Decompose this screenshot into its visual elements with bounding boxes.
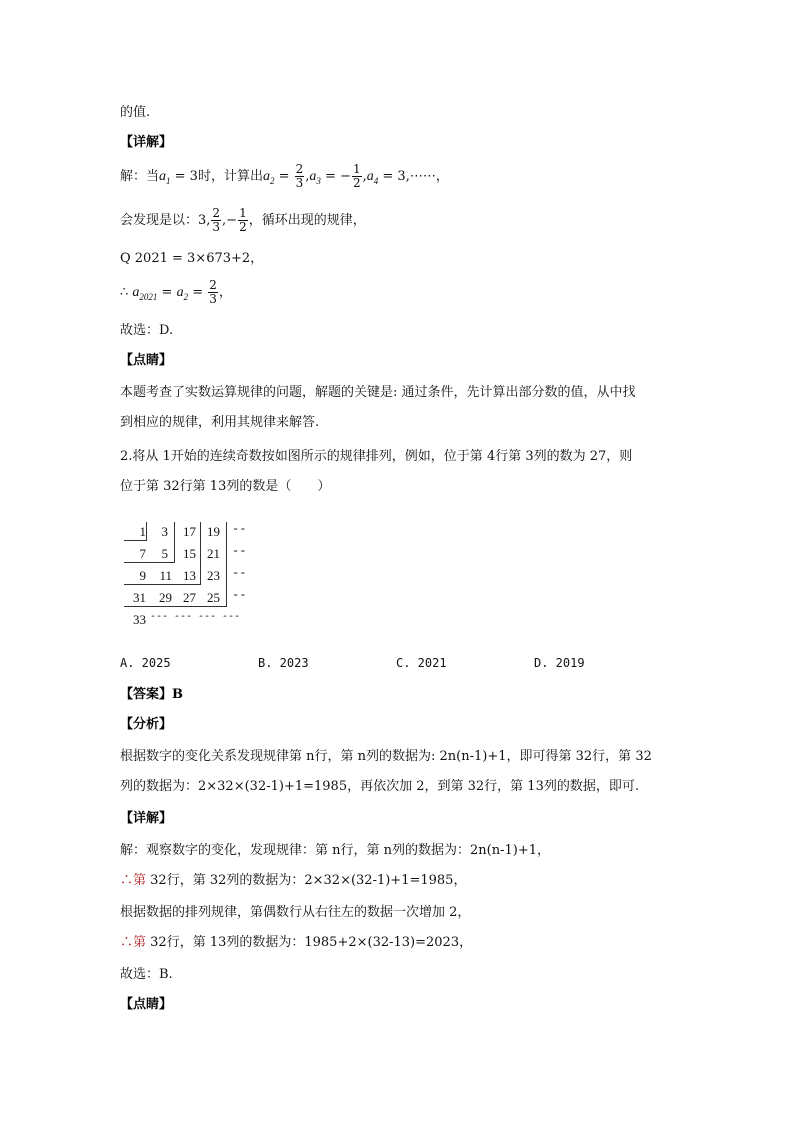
solution-line-1: 解：当$a_1 = 3$时，计算出$a_2$ = $\frac{2}{3}$ $,a_3$ = − $\frac{1}{2}$ $,a_4$ = 3,⋯⋯，: [120, 162, 449, 190]
grid-divider: [124, 562, 174, 563]
grid-cell: 31: [133, 590, 146, 605]
grid-cell: 27: [183, 590, 196, 605]
analysis-line-1: 根据数字的变化关系发现规律第 n行，第 n列的数据为: 2n(n-1)+1，即可得第 32行，第 32: [120, 749, 652, 764]
option-c[interactable]: C. 2021: [396, 656, 447, 670]
grid-dashes: --: [232, 544, 247, 558]
solution-line-3: Q 2021 = 3×673+2，: [120, 251, 264, 266]
solution-answer: 故选：D.: [120, 323, 174, 338]
section-comment-heading-2: 【点睛】: [120, 997, 173, 1012]
text-fragment: 的值.: [120, 105, 151, 120]
detail-line-3: 根据数据的排列规律，第偶数行从右往左的数据一次增加 2，: [120, 905, 471, 920]
grid-dashes: --- --- --- ---: [150, 612, 241, 623]
detail-line-4: ∴第 32行，第 13列的数据为：1985+2×(32-13)=2023，: [120, 935, 473, 950]
analysis-line-2: 列的数据为：2×32×(32-1)+1=1985，再依次加 2，到第 32行，第 13列的数据，即可.: [120, 779, 639, 794]
grid-divider: [124, 540, 146, 541]
detail-line-2: ∴第 32行，第 32列的数据为：2×32×(32-1)+1=1985，: [120, 873, 467, 888]
section-detail-heading-2: 【详解】: [120, 811, 173, 826]
grid-divider: [174, 522, 175, 563]
comment-line-2: 到相应的规律，利用其规律来解答.: [120, 415, 320, 430]
grid-cell: 23: [207, 568, 220, 583]
grid-cell: 3: [161, 524, 168, 539]
grid-divider: [124, 606, 226, 607]
question-2-line-1: 2.将从 1开始的连续奇数按如图所示的规律排列，例如，位于第 4行第 3列的数为 27，则: [120, 449, 633, 464]
grid-cell: 9: [139, 568, 146, 583]
grid-dashes: --: [232, 566, 247, 580]
grid-cell: 25: [207, 590, 220, 605]
option-a[interactable]: A. 2025: [120, 656, 171, 670]
grid-cell: 5: [161, 546, 168, 561]
grid-divider: [226, 522, 227, 607]
grid-divider: [146, 522, 147, 541]
grid-cell: 33: [133, 612, 146, 627]
grid-cell: 17: [183, 524, 196, 539]
section-comment-heading: 【点睛】: [120, 353, 173, 368]
solution-line-2: 会发现是以：3, $\frac{2}{3}$ ,− $\frac{1}{2}$ ，循环出现的规律，: [120, 206, 366, 234]
answer-heading: 【答案】B: [120, 687, 183, 702]
grid-cell: 7: [139, 546, 146, 561]
grid-cell: 29: [159, 590, 172, 605]
grid-divider: [124, 584, 200, 585]
detail-answer: 故选：B.: [120, 967, 173, 982]
question-2-line-2: 位于第 32行第 13列的数是（ ）: [120, 479, 331, 494]
grid-cell: 15: [183, 546, 196, 561]
grid-dashes: --: [232, 522, 247, 536]
grid-dashes: --: [232, 588, 247, 602]
comment-line-1: 本题考查了实数运算规律的问题，解题的关键是: 通过条件，先计算出部分数的值，从中找: [120, 385, 636, 400]
grid-cell: 21: [207, 546, 220, 561]
solution-line-4: ∴ $a_{2021} = a_2$ = $\frac{2}{3}$ ，: [120, 278, 232, 306]
grid-cell: 19: [207, 524, 220, 539]
option-d[interactable]: D. 2019: [534, 656, 585, 670]
section-detail-heading: 【详解】: [120, 135, 173, 150]
grid-divider: [200, 522, 201, 585]
grid-cell: 11: [159, 568, 172, 583]
section-analysis-heading: 【分析】: [120, 717, 173, 732]
grid-cell: 13: [183, 568, 196, 583]
option-b[interactable]: B. 2023: [258, 656, 309, 670]
number-grid: [120, 518, 260, 630]
detail-line-1: 解：观察数字的变化，发现规律：第 n行，第 n列的数据为：2n(n-1)+1，: [120, 843, 550, 858]
grid-cell: 1: [139, 524, 146, 539]
